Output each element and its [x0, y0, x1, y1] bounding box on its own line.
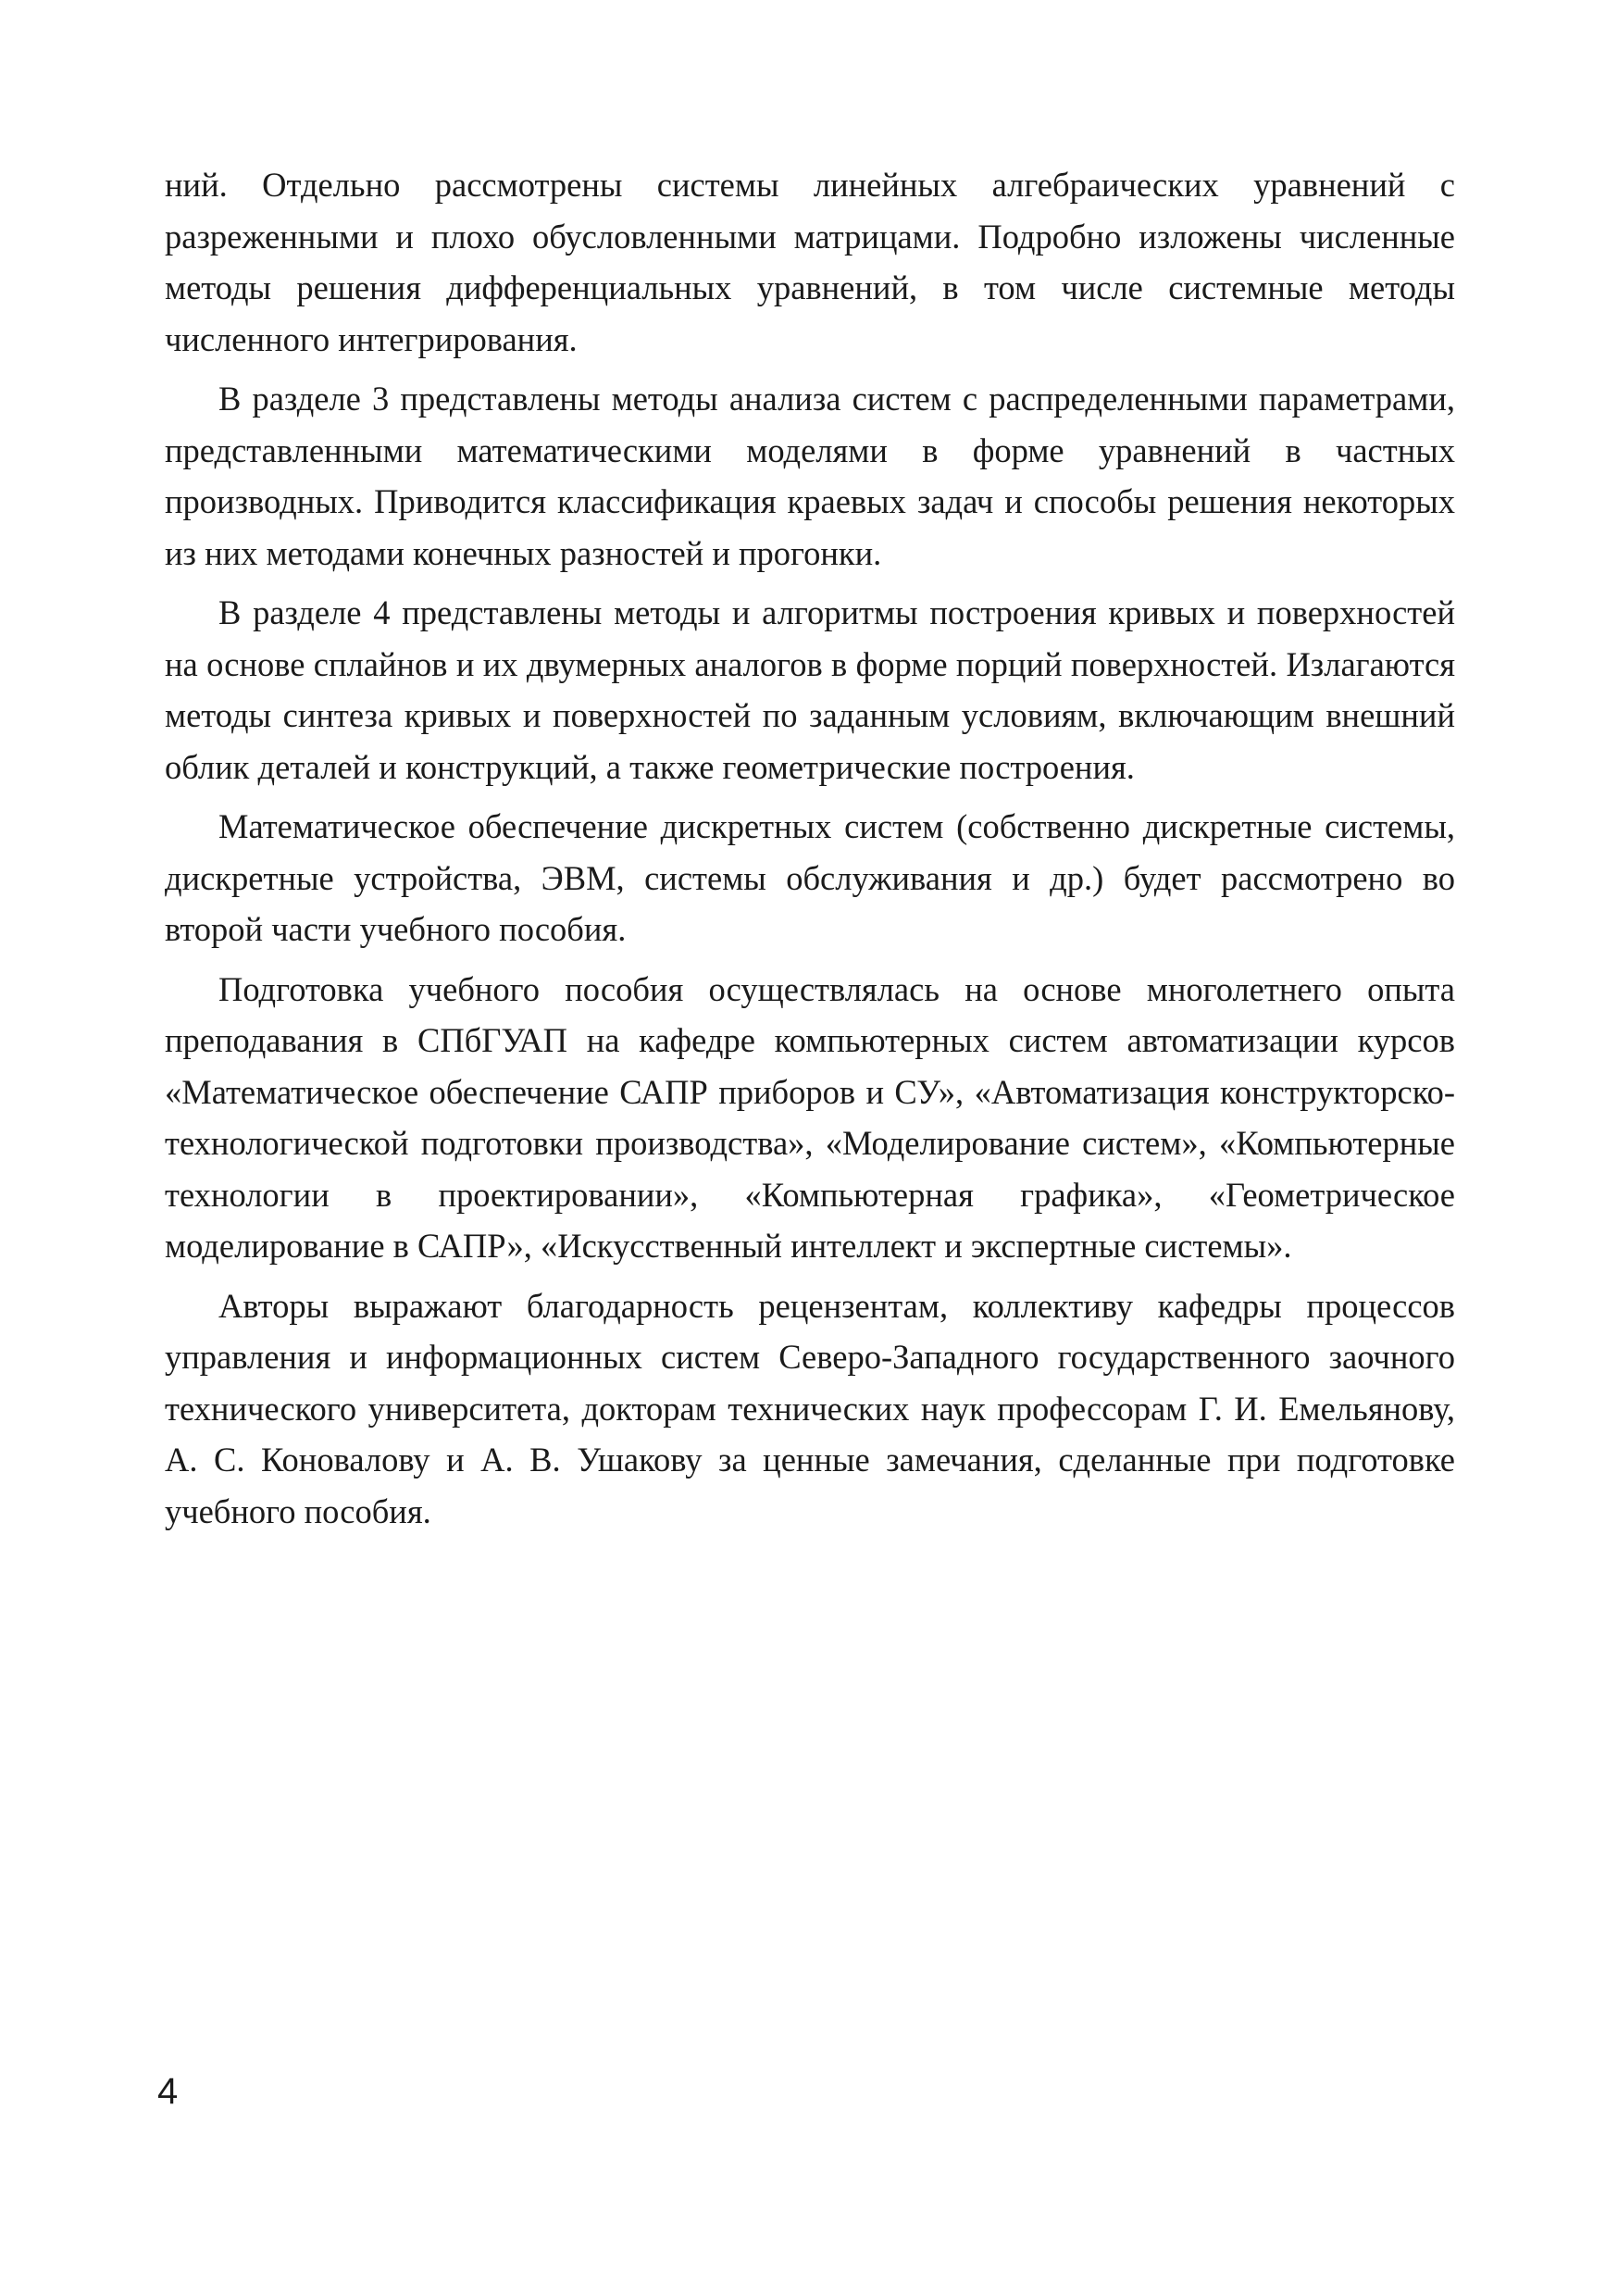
page-number: 4: [157, 2071, 179, 2112]
paragraph-preparation: Подготовка учебного пособия осуществлялась на основе многолетнего опыта преподавания в СПбГУАП на кафедре компьютерных систем автоматизации курсов «Математическое обеспечение САПР приборов и СУ», «Автоматизация конструкторско-технологической подготовки производства», «Моделирование систем», «Компьютерные технологии в проектировании», «Компьютерная графика», «Геометрическое моделирование в САПР», «Искусственный интеллект и экспертные системы».: [165, 969, 1455, 1265]
paragraph-section-4: В разделе 4 представлены методы и алгоритмы построения кривых и поверхностей на основе сплайнов и их двумерных аналогов в форме порций поверхностей. Излагаются методы синтеза кривых и поверхностей по заданным условиям, включающим внешний облик деталей и конструкций, а также геометрические построения.: [165, 593, 1455, 786]
paragraph-section-3: В разделе 3 представлены методы анализа систем с распределенными параметрами, представленными математическими моделями в форме уравнений в частных производных. Приводится классификация краевых задач и способы решения некоторых из них методами конечных разностей и прогонки.: [165, 380, 1455, 572]
paragraph-continuation: ний. Отдельно рассмотрены системы линейных алгебраических уравнений с разреженными и плохо обусловленными матрицами. Подробно изложены численные методы решения дифференциальных уравнений, в том числе системные методы численного интегрирования.: [165, 166, 1455, 358]
paragraph-acknowledgements: Авторы выражают благодарность рецензентам, коллективу кафедры процессов управления и информационных систем Северо-Западного государственного заочного технического университета, докторам технических наук профессорам Г. И. Емельянову, А. С. Коновалову и А. В. Ушакову за ценные замечания, сделанные при подготовке учебного пособия.: [165, 1286, 1455, 1530]
paragraph-discrete-systems: Математическое обеспечение дискретных систем (собственно дискретные системы, дискретные устройства, ЭВМ, системы обслуживания и др.) будет рассмотрено во второй части учебного пособия.: [165, 807, 1455, 948]
body-text: [165, 159, 1455, 1545]
